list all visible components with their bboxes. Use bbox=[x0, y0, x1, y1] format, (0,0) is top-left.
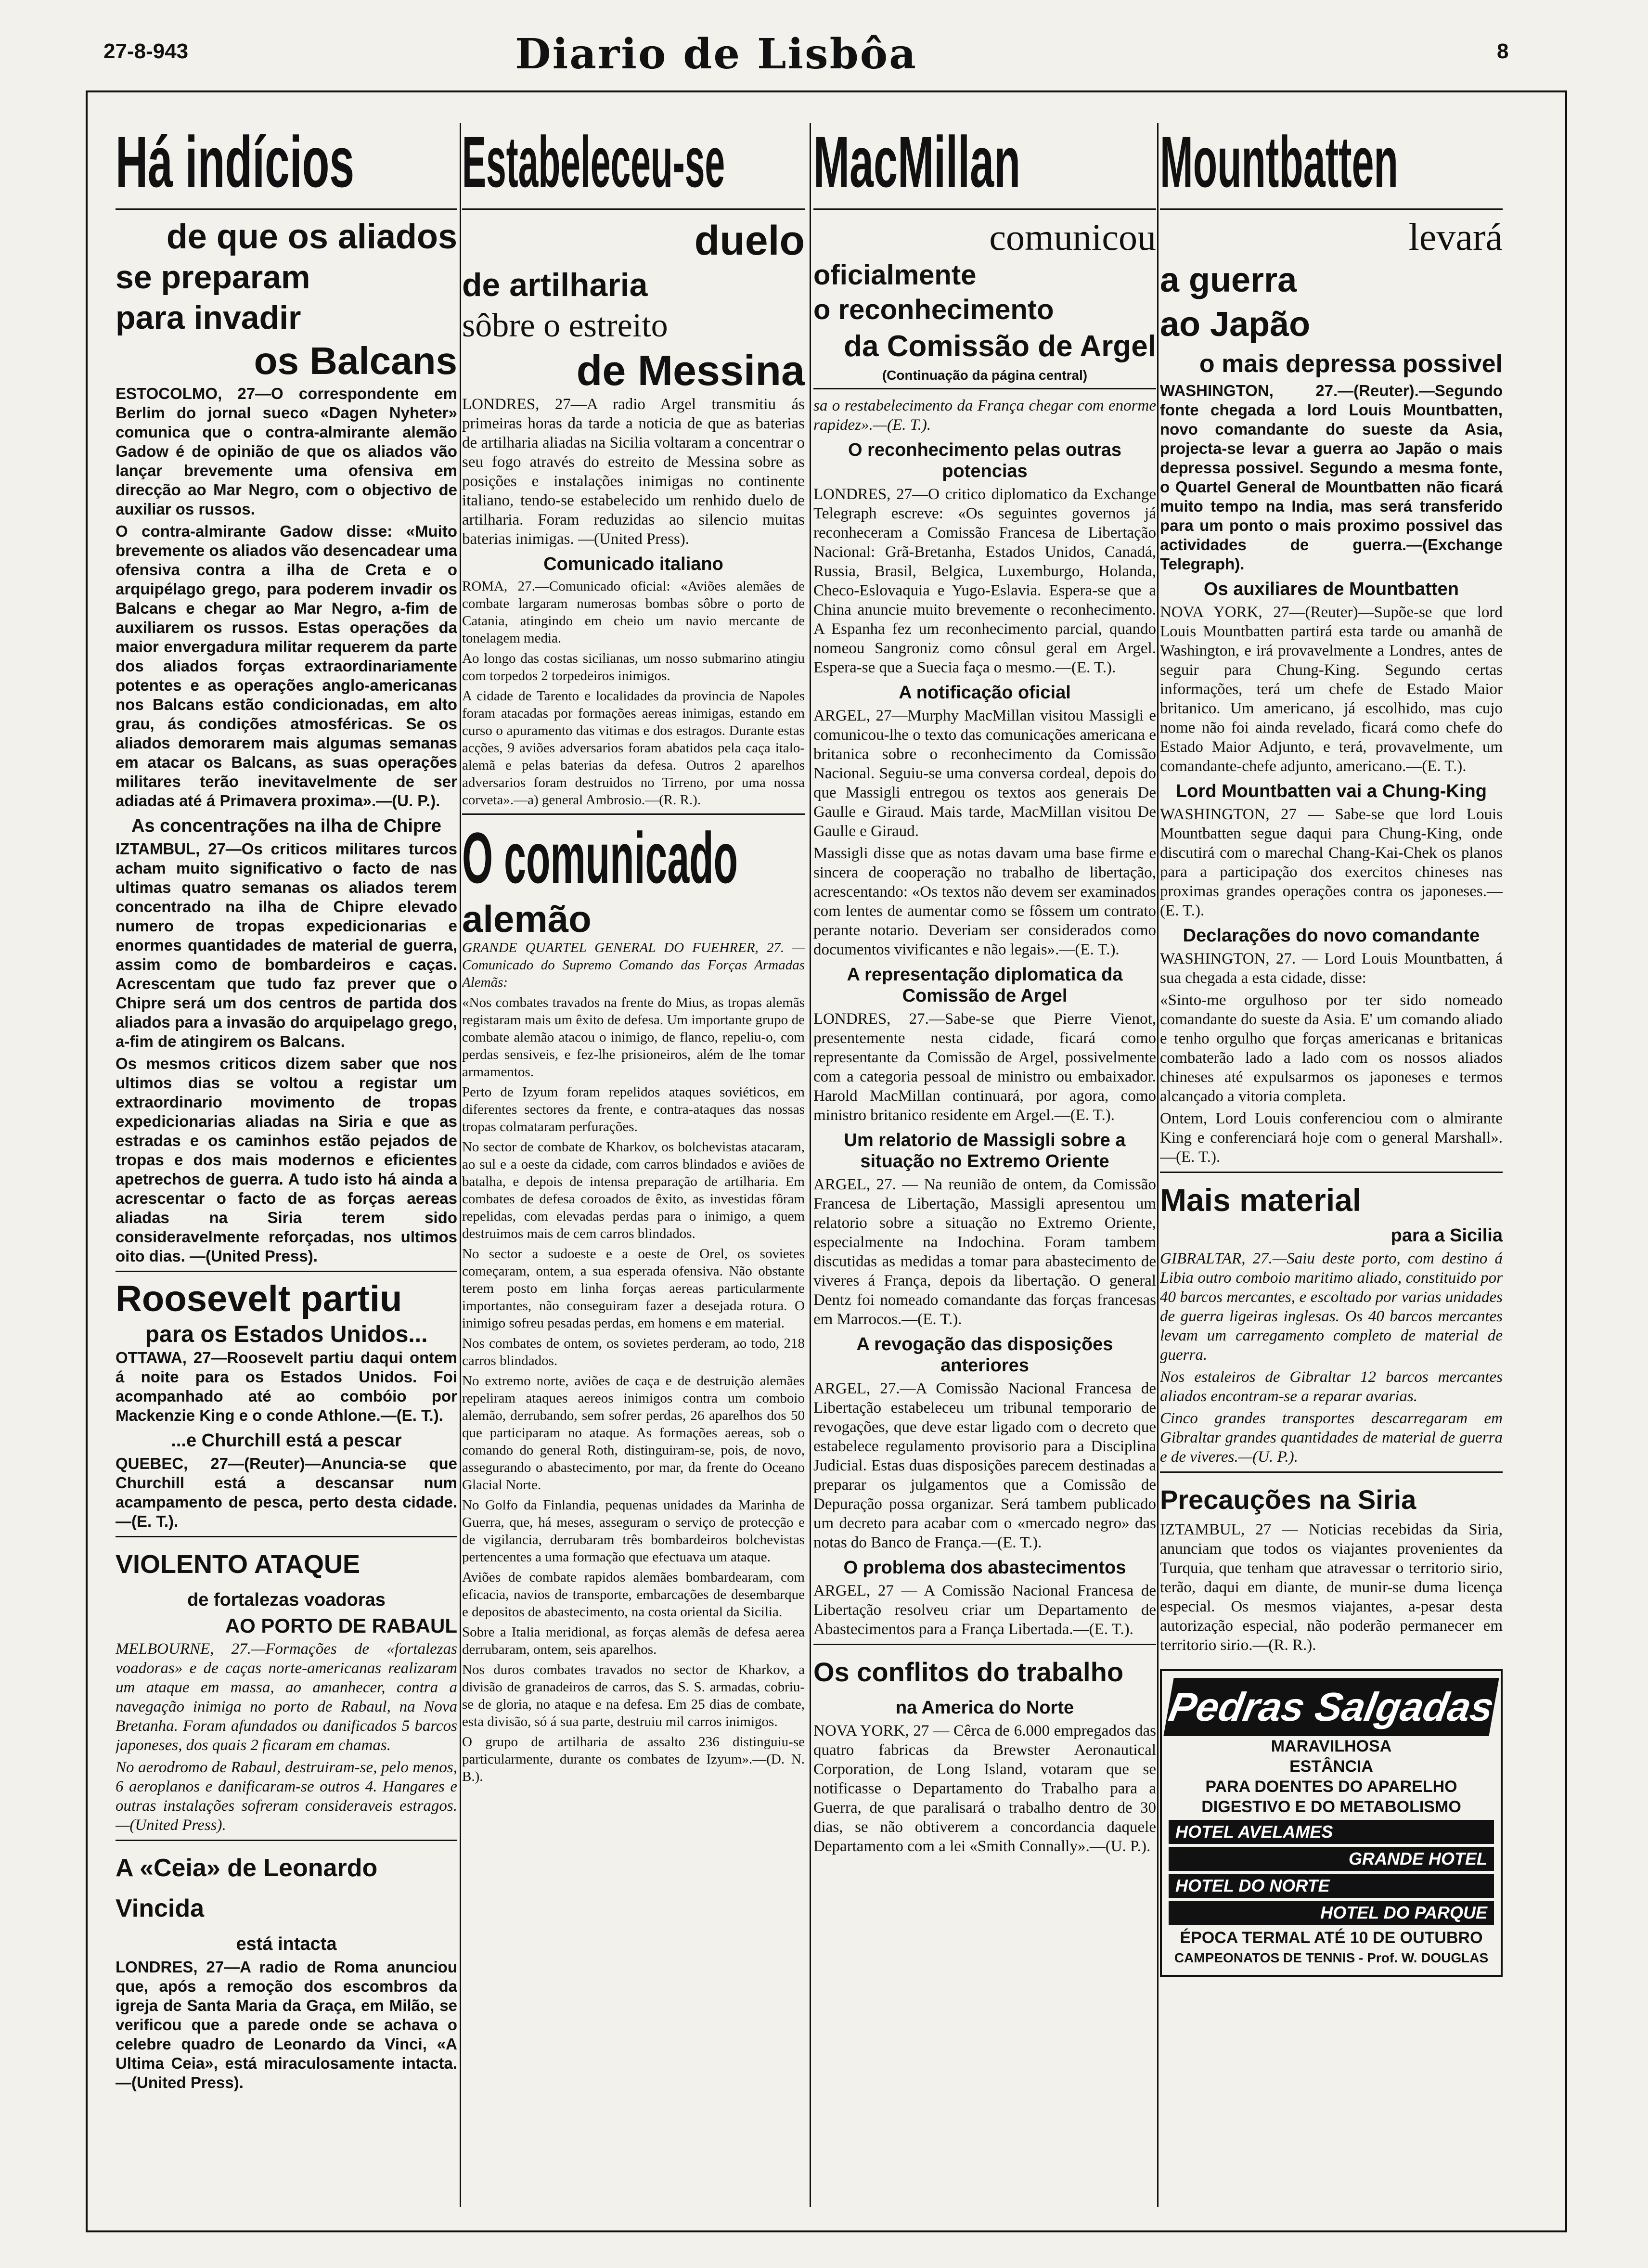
article-paragraph: Os mesmos criticos dizem saber que nos ultimos dias se voltou a registar um extraordinario movimento de tropas expedicionarias aliadas na Siria e que as estradas e os caminhos estão pejados de tropas e dos mais modernos e eficientes apetrechos de guerra. A tudo isto há ainda a acrescentar o facto de as forças aereas aliadas na Siria terem sido consideravelmente reforçadas, nos ultimos oito dias. —(United Press). bbox=[116, 1055, 457, 1265]
article-paragraph: O contra-almirante Gadow disse: «Muito brevemente os aliados vão desencadear uma ofensiva contra a ilha de Creta e o arquipélago grego, para poderem invadir os Balcans e chegar ao Mar Negro, a-fim de auxiliarem os russos. Estas operações da maior envergadura militar requerem da parte dos aliados forças extraordinariamente potentes e as operações anglo-americanas nos Balcans estão condicionadas, em alto grau, ás condições atmosféricas. Se os aliados demorarem mais algumas semanas em atacar os Balcans, as suas operações militares terão inevitavelmente de ser adiadas até á Primavera proxima».—(U. P.). bbox=[116, 522, 457, 810]
subheading: A revogação das disposições anteriores bbox=[856, 1334, 1113, 1376]
issue-date: 27-8-943 bbox=[103, 39, 189, 63]
article-paragraph: O grupo de artilharia de assalto 236 distinguiu-se particularmente, durante os combates de Izyum».—(D. N. B.). bbox=[462, 1734, 805, 1784]
column-2 bbox=[462, 123, 805, 2207]
article-paragraph: Nos combates de ontem, os sovietes perderam, ao todo, 218 carros blindados. bbox=[462, 1336, 805, 1368]
article-paragraph: Nos estaleiros de Gibraltar 12 barcos mercantes aliados encontram-se a reparar avarias. bbox=[1160, 1368, 1503, 1405]
kicker: os Balcans bbox=[254, 339, 457, 382]
column-3 bbox=[813, 123, 1156, 2207]
article-paragraph: NOVA YORK, 27 — Cêrca de 6.000 empregados das quatro fabricas da Brewster Aeronautical Corporation, de Long Island, votaram que se notificasse o Departamento do Trabalho para a Guerra, de que paralisará o trabalho dentro de 30 dias, se não obtiverem a concordancia daquele Departamento com a lei «Smith Connally».—(U. P.). bbox=[813, 1722, 1156, 1855]
kicker: sôbre o estreito bbox=[462, 307, 668, 344]
ad-hotel: GRANDE HOTEL bbox=[1169, 1847, 1494, 1871]
article-paragraph: LONDRES, 27.—Sabe-se que Pierre Vienot, presentemente nesta cidade, ficará como representante da Comissão de Argel, possivelmente com a categoria pessoal de ministro ou embaixador. Harold MacMillan continuará, por agora, como ministro britanico residente em Argel.—(E. T.). bbox=[813, 1010, 1156, 1124]
page-number: 8 bbox=[1497, 39, 1509, 63]
ad-text: ESTÂNCIA bbox=[1289, 1757, 1373, 1776]
kicker: duelo bbox=[694, 218, 805, 264]
ad-hotel: HOTEL AVELAMES bbox=[1169, 1820, 1494, 1844]
subheading: para os Estados Unidos... bbox=[145, 1322, 428, 1347]
kicker: ao Japão bbox=[1160, 305, 1311, 344]
article-paragraph: Ao longo das costas sicilianas, um nosso submarino atingiu com torpedos 2 torpedeiros inimigos. bbox=[462, 651, 805, 683]
kicker: de Messina bbox=[576, 347, 805, 394]
article-paragraph: QUEBEC, 27—(Reuter)—Anuncia-se que Churchill está a descansar num acampamento de pesca, perto desta cidade.—(E. T.). bbox=[116, 1455, 457, 1530]
article-paragraph: ARGEL, 27—Murphy MacMillan visitou Massigli e comunicou-lhe o texto das comunicações americana e britanica sobre o reconhecimento da Comissão Nacional. Seguiu-se uma conversa cordeal, depois do que Massigli entregou os textos aos generais De Gaulle e Giraud. Mais tarde, MacMillan visitou De Gaulle e Giraud. bbox=[813, 707, 1156, 840]
kicker: alemão bbox=[462, 898, 592, 940]
article-paragraph: Nos duros combates travados no sector de Kharkov, a divisão de granadeiros de carros, das S. S. armadas, cobriu-se de gloria, no ataque e na defesa. Em 25 dias de combate, esta divisão, só á sua parte, destruiu mil carros inimigos. bbox=[462, 1662, 805, 1729]
kicker: a guerra bbox=[1160, 261, 1297, 299]
rule bbox=[1160, 1471, 1503, 1473]
ad-hotel: HOTEL DO NORTE bbox=[1169, 1874, 1494, 1898]
subheading: está intacta bbox=[236, 1934, 337, 1954]
article-paragraph: No sector a sudoeste e a oeste de Orel, os sovietes começaram, ontem, a sua esperada ofensiva. Não obstante terem posto em linha forças aereas particularmente importantes, não conseguiram fazer a desejada rotura. O inimigo sofreu pesadas perdas, em homens e em material. bbox=[462, 1246, 805, 1331]
article-paragraph: No extremo norte, aviões de caça e de destruição alemães repeliram ataques aereos inimigos contra um comboio alemão, derrubando, sem sofrer perdas, 26 aparelhos dos 50 que participaram no ataque. As formações aereas, sob o comando do general Roth, distinguiram-se, pois, de novo, assegurando o abastecimento, por mar, da frente do Oceano Glacial Norte. bbox=[462, 1373, 805, 1493]
ad-hotel: HOTEL DO PARQUE bbox=[1169, 1901, 1494, 1925]
article-paragraph: OTTAWA, 27—Roosevelt partiu daqui ontem á noite para os Estados Unidos. Foi acompanhado até ao combóio por Mackenzie King e o conde Athlone.—(E. T.). bbox=[116, 1349, 457, 1424]
article-paragraph: ARGEL, 27.—A Comissão Nacional Francesa de Libertação estabeleceu um tribunal temporario de revogações, que deve estar ligado com o decreto que estabelece regulamento provisorio para a Disciplina Judicial. Estas duas disposições parecem destinadas a preparar os julgamentos que a Comissão de Depuração possa organizar. Será tambem publicado um decreto para acabar com o «mercado negro» das notas do Banco de França.—(E. T.). bbox=[813, 1380, 1156, 1551]
headline-macmillan: MacMillan bbox=[813, 123, 1021, 202]
kicker: o reconhecimento bbox=[813, 294, 1054, 325]
rule bbox=[116, 1271, 457, 1272]
headline-siria: Precauções na Siria bbox=[1160, 1484, 1416, 1515]
ad-text: MARAVILHOSA bbox=[1271, 1737, 1392, 1755]
article-paragraph: sa o restabelecimento da França chegar com enorme rapidez».—(E. T.). bbox=[813, 397, 1156, 434]
article-paragraph: IZTAMBUL, 27 — Noticias recebidas da Siria, anunciam que todos os viajantes provenientes da Turquia, que tenham que atravessar o territorio sirio, terão, daqui em diante, de munir-se duma licença especial. Os mesmos viajantes, a-pesar desta autorização especial, não poderão permanecer em territorio sirio.—(R. R.). bbox=[1160, 1521, 1503, 1654]
article-lead: WASHINGTON, 27.—(Reuter).—Segundo fonte chegada a lord Louis Mountbatten, novo comandante do sueste da Asia, projecta-se levar a guerra ao Japão o mais depressa possivel. Segundo a mesma fonte, o Quartel General de Mountbatten não ficará muito tempo na India, mas será transferido para um ponto o mais proximo possivel das actividades de guerra.—(Exchange Telegraph). bbox=[1160, 382, 1503, 573]
subheading: Um relatorio de Massigli sobre a situação no Extremo Oriente bbox=[844, 1130, 1126, 1172]
article-paragraph: Massigli disse que as notas davam uma base firme e sincera de cooperação no trabalho de libertação, acrescentando: «Os textos não devem ser examinados com lentes de aumentar como se fôssem um contrato perante notario. Deveriam ser considerados como documentos vivificantes e não legais».—(E. T.). bbox=[813, 845, 1156, 958]
headline-balcans: Há indícios bbox=[116, 123, 355, 202]
article-paragraph: ARGEL, 27. — Na reunião de ontem, da Comissão Francesa de Libertação, Massigli apresentou um relatorio sobre a situação no Extremo Oriente, especialmente na Indochina. Foram tambem discutidas as medidas a tomar para abastecimento de viveres á França, depois da libertação. O general Dentz foi nomeado comandante das forças francesas em Marrocos.—(E. T.). bbox=[813, 1176, 1156, 1328]
article-paragraph: WASHINGTON, 27 — Sabe-se que lord Louis Mountbatten segue daqui para Chung-King, onde discutirá com o marechal Chang-Kai-Chek os planos para a participação dos exercitos chineses nas proximas grandes operações contra os japoneses.—(E. T.). bbox=[1160, 806, 1503, 919]
article-lead: LONDRES, 27—A radio Argel transmitiu ás primeiras horas da tarde a noticia de que as baterias de artilharia aliadas na Sicilia voltaram a concentrar o seu fogo através do estreito de Messina sobre as posições e instalações inimigas no continente italiano, tendo-se estabelecido um renhido duelo de artilharia. Foram reduzidas ao silencio muitas baterias inimigas. —(United Press). bbox=[462, 396, 805, 548]
ad-text: DIGESTIVO E DO METABOLISMO bbox=[1201, 1798, 1461, 1816]
rule bbox=[116, 1840, 457, 1841]
rule bbox=[813, 1644, 1156, 1645]
headline-comunicado: O comunicado bbox=[462, 817, 738, 898]
article-paragraph: No Golfo da Finlandia, pequenas unidades da Marinha de Guerra, que, há meses, asseguram o serviço de protecção e de vigilancia, derrubaram três bombardeiros bolchevistas pertencentes a uma formação que efectuava um ataque. bbox=[462, 1497, 805, 1565]
advertisement bbox=[1160, 1669, 1503, 1977]
kicker: se preparam bbox=[116, 259, 310, 296]
subheading: O reconhecimento pelas outras potencias bbox=[848, 440, 1122, 481]
subheading: A notificação oficial bbox=[899, 683, 1071, 703]
subheading: AO PORTO DE RABAUL bbox=[225, 1614, 457, 1637]
column-divider bbox=[1157, 123, 1159, 2207]
article-paragraph: Aviões de combate rapidos alemães bombardearam, com eficacia, navios de transporte, embarcações de desembarque e depositos de abastecimento, na costa oriental da Sicilia. bbox=[462, 1570, 805, 1620]
article-paragraph: LONDRES, 27—O critico diplomatico da Exchange Telegraph escreve: «Os seguintes governos já reconheceram a Comissão Francesa de Libertação Nacional: Grã-Bretanha, Estados Unidos, Canadá, Russia, Brasil, Belgica, Luxemburgo, Holanda, Checo-Eslovaquia e Yugo-Eslavia. Espera-se que a China anuncie muito brevemente o reconhecimento. A Espanha fez um reconhecimento parcial, quando nomeou Sangroniz como cônsul geral em Argel. Espera-se que a Suecia faça o mesmo.—(E. T.). bbox=[813, 486, 1156, 676]
article-paragraph: A cidade de Tarento e localidades da provincia de Napoles foram atacadas por formações aereas inimigas, estando em curso o apuramento das vitimas e dos estragos. Durante estas acções, 9 aviões adversarios foram abatidos pela caça italo-alemã e pelas baterias da defesa. Outros 2 aparelhos adversarios foram destruidos no Tirreno, por uma nossa corveta».—a) general Ambrosio.—(R. R.). bbox=[462, 688, 805, 808]
subheading: Os auxiliares de Mountbatten bbox=[1204, 579, 1459, 599]
ad-text: PARA DOENTES DO APARELHO bbox=[1205, 1778, 1457, 1796]
subheading: Comunicado italiano bbox=[543, 554, 723, 574]
rule bbox=[462, 813, 805, 815]
article-paragraph: ROMA, 27.—Comunicado oficial: «Aviões alemães de combate largaram numerosas bombas sôbre o porto de Catania, atingindo em cheio um navio mercante de tonelagem media. bbox=[462, 579, 805, 646]
subheading: de fortalezas voadoras bbox=[187, 1590, 386, 1610]
subheading: ...e Churchill está a pescar bbox=[171, 1430, 402, 1451]
article-paragraph: MELBOURNE, 27.—Formações de «fortalezas voadoras» e de caças norte-americanas realizaram um ataque em massa, ao amanhecer, contra a navegação inimiga no porto de Rabaul, na Nova Bretanha. Foram afundados ou danificados 5 barcos japoneses, dos quais 2 ficaram em chamas. bbox=[116, 1640, 457, 1754]
rule bbox=[116, 1536, 457, 1537]
kicker: comunicou bbox=[989, 216, 1156, 258]
article-paragraph: ARGEL, 27 — A Comissão Nacional Francesa de Libertação resolveu criar um Departamento de Abastecimentos para a França Libertada.—(E. T.). bbox=[813, 1582, 1156, 1638]
kicker: da Comissão de Argel bbox=[844, 330, 1156, 363]
kicker: levará bbox=[1408, 216, 1503, 258]
column-divider bbox=[810, 123, 811, 2207]
article-paragraph: Cinco grandes transportes descarregaram em Gibraltar grandes quantidades de material de guerra e de viveres.—(U. P.). bbox=[1160, 1410, 1503, 1466]
headline-messina: Estabeleceu-se bbox=[462, 123, 725, 202]
ad-logo: Pedras Salgadas bbox=[1163, 1678, 1499, 1736]
headline-ceia: A «Ceia» de Leonardo Vincida bbox=[116, 1854, 378, 1922]
ad-text: ÉPOCA TERMAL ATÉ 10 DE OUTUBRO bbox=[1180, 1929, 1483, 1947]
kicker: para invadir bbox=[116, 299, 301, 336]
article-paragraph: No sector de combate de Kharkov, os bolchevistas atacaram, ao sul e a oeste da cidade, com carros blindados e aviões de batalha, e depois de intensa preparação de artilharia. Em combates de defesa coroados de êxito, as investidas fôram repelidas, com elevadas perdas para o inimigo, a quem destruimos mais de cem carros blindados. bbox=[462, 1139, 805, 1241]
subheading: As concentrações na ilha de Chipre bbox=[131, 816, 442, 836]
rule bbox=[116, 208, 457, 210]
article-paragraph: GIBRALTAR, 27.—Saiu deste porto, com destino á Libia outro comboio maritimo aliado, constituido por 40 barcos mercantes, e escoltado por varias unidades de guerra ligeiras inglesas. Os 40 barcos mercantes levam um carregamento completo de material de guerra. bbox=[1160, 1250, 1503, 1364]
subheading: A representação diplomatica da Comissão de Argel bbox=[847, 965, 1123, 1006]
rule bbox=[813, 388, 1156, 389]
headline-conflitos: Os conflitos do trabalho bbox=[813, 1657, 1124, 1687]
rule bbox=[813, 208, 1156, 210]
article-paragraph: NOVA YORK, 27—(Reuter)—Supõe-se que lord Louis Mountbatten partirá esta tarde ou amanhã de Washington, e irá provavelmente a Londres, antes de seguir para Chung-King. Segundo certas informações, terá um chefe de Estado Maior britanico. Um americano, já escolhido, mas cujo nome não foi ainda revelado, ficará como chefe do Estado Maior Adjunto, e terá, provavelmente, um comandante-chefe adjunto, americano.—(E. T.). bbox=[1160, 604, 1503, 775]
article-paragraph: GRANDE QUARTEL GENERAL DO FUEHRER, 27. — Comunicado do Supremo Comando das Forças Armadas Alemãs: bbox=[462, 940, 805, 990]
article-paragraph: IZTAMBUL, 27—Os criticos militares turcos acham muito significativo o facto de nas ultimas quatro semanas os aliados terem concentrado na ilha de Chipre elevado numero de tropas expedicionarias e enormes quantidades de material de guerra, assim como de bombardeiros e caças. Acrescentam que tudo faz prever que o Chipre será um dos centros de partida dos aliados para a invasão do arquipelago grego, a-fim de atingirem os Balcans. bbox=[116, 840, 457, 1050]
kicker: de que os aliados bbox=[166, 218, 457, 256]
subheading: para a Sicilia bbox=[1390, 1225, 1503, 1246]
subheading: Lord Mountbatten vai a Chung-King bbox=[1176, 781, 1487, 801]
headline-roosevelt: Roosevelt partiu bbox=[116, 1278, 402, 1319]
rule bbox=[462, 208, 805, 210]
column-4 bbox=[1160, 123, 1503, 2207]
headline-material: Mais material bbox=[1160, 1182, 1362, 1218]
kicker: oficialmente bbox=[813, 259, 977, 291]
article-paragraph: «Nos combates travados na frente do Mius, as tropas alemãs registaram mais um êxito de defesa. Um importante grupo de combate alemão atacou o inimigo, de flanco, repeliu-o, com perdas sensiveis, e fez-lhe prisioneiros, além de lhe tomar armamentos. bbox=[462, 995, 805, 1080]
article-paragraph: Sobre a Italia meridional, as forças alemãs de defesa aerea derrubaram, ontem, seis aparelhos. bbox=[462, 1624, 805, 1657]
headline-mountbatten: Mountbatten bbox=[1160, 123, 1398, 202]
subheading: na America do Norte bbox=[895, 1698, 1074, 1718]
article-paragraph: WASHINGTON, 27. — Lord Louis Mountbatten, á sua chegada a esta cidade, disse: bbox=[1160, 950, 1503, 987]
rule bbox=[1160, 208, 1503, 210]
column-divider bbox=[460, 123, 461, 2207]
article-lead: ESTOCOLMO, 27—O correspondente em Berlim do jornal sueco «Dagen Nyheter» comunica que o contra-almirante alemão Gadow é de opinião de que os aliados vão lançar brevemente uma ofensiva em direcção ao Mar Negro, com o objectivo de auxiliar os russos. bbox=[116, 385, 457, 518]
article-paragraph: LONDRES, 27—A radio de Roma anunciou que, após a remoção dos escombros da igreja de Santa Maria da Graça, em Milão, se verificou que a parede onde se achava o celebre quadro de Leonardo da Vinci, «A Ultima Ceia», está miraculosamente intacta. —(United Press). bbox=[116, 1958, 457, 2091]
masthead bbox=[0, 0, 1648, 87]
column-1 bbox=[116, 123, 457, 2207]
article-paragraph: No aerodromo de Rabaul, destruiram-se, pelo menos, 6 aeroplanos e danificaram-se outros 4. Hangares e outras instalações sofreram consideraveis estragos.—(United Press). bbox=[116, 1759, 457, 1834]
continuation-note: (Continuação da página central) bbox=[882, 368, 1088, 383]
article-paragraph: Ontem, Lord Louis conferenciou com o almirante King e conferenciará hoje com o general Marshall».—(E. T.). bbox=[1160, 1110, 1503, 1166]
article-paragraph: «Sinto-me orgulhoso por ter sido nomeado comandante do sueste da Asia. E' um comando aliado e tenho orgulho que forças americanas e britanicas combaterão lado a lado com os nossos aliados chineses até expulsarmos os japoneses e termos alcançado a vitoria completa. bbox=[1160, 992, 1503, 1105]
article-paragraph: Perto de Izyum foram repelidos ataques soviéticos, em diferentes sectores da frente, e contra-ataques das nossas tropas colmataram perfurações. bbox=[462, 1084, 805, 1134]
kicker: de artilharia bbox=[462, 267, 648, 303]
subheading: Declarações do novo comandante bbox=[1183, 926, 1480, 946]
ad-text: CAMPEONATOS DE TENNIS - Prof. W. DOUGLAS bbox=[1174, 1950, 1489, 1965]
kicker: o mais depressa possivel bbox=[1199, 350, 1503, 378]
subheading: O problema dos abastecimentos bbox=[843, 1558, 1126, 1578]
newspaper-title: Diario de Lisbôa bbox=[515, 30, 917, 78]
headline-rabaul: VIOLENTO ATAQUE bbox=[116, 1550, 360, 1579]
rule bbox=[1160, 1172, 1503, 1173]
